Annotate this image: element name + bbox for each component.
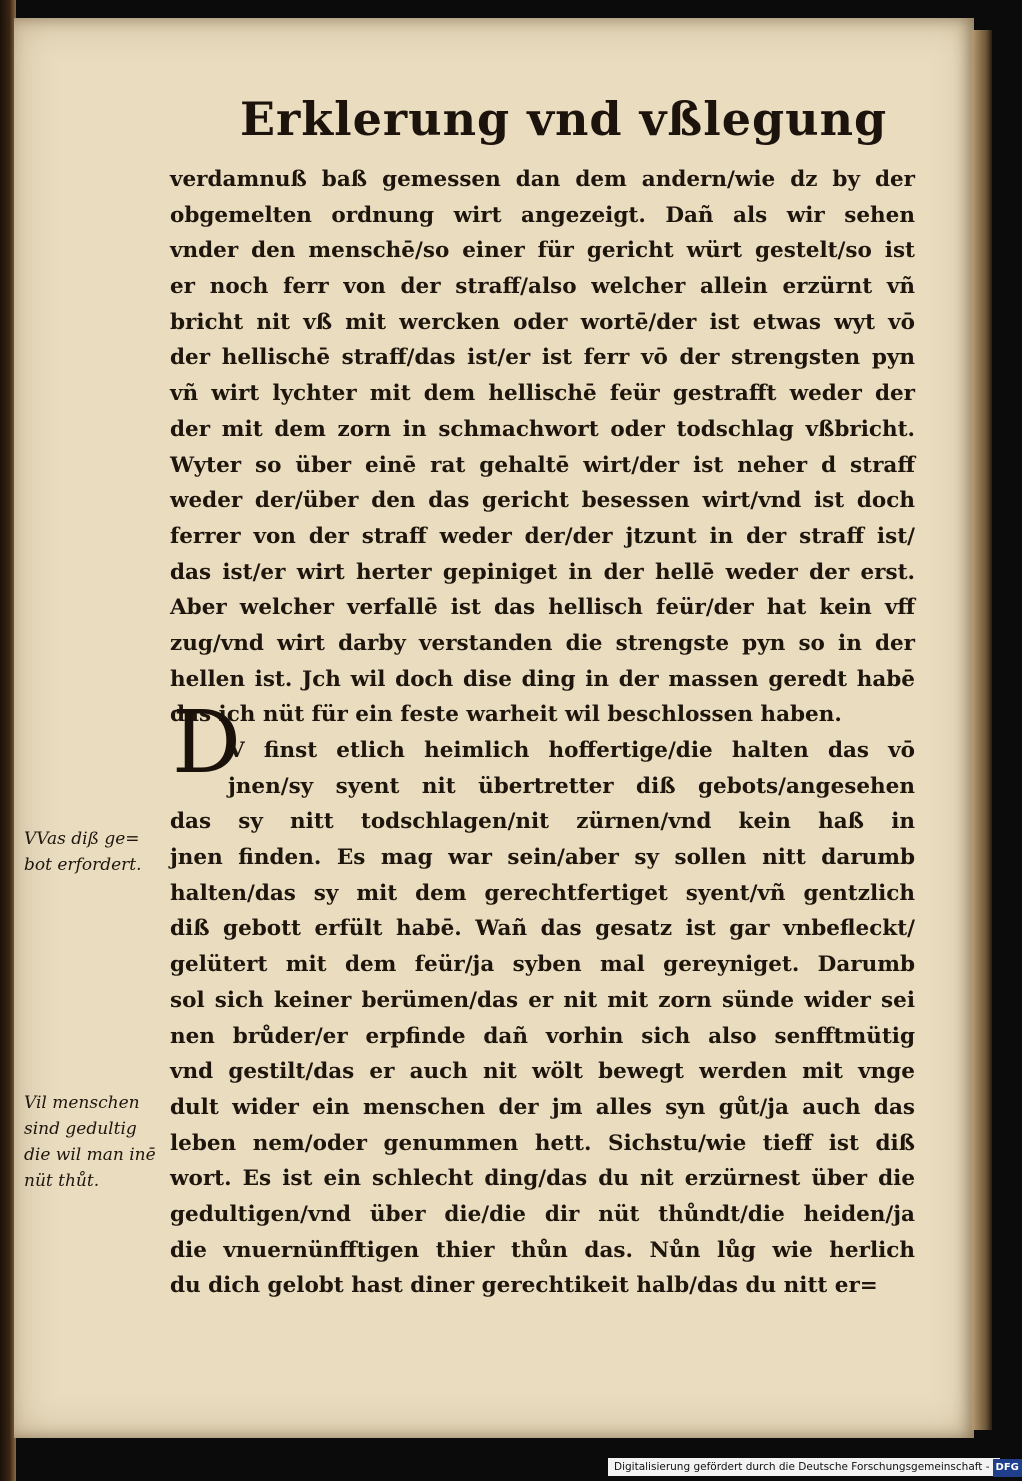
text-line: gedultigen/vnd über die/die dir nüt thůndt/die heiden/ja xyxy=(170,1201,915,1227)
text-line: die vnuernünfftigen thier thůn das. Nůn lůg wie herlich xyxy=(170,1237,915,1263)
text-line: der mit dem zorn in schmachwort oder todschlag vßbricht. xyxy=(170,416,915,442)
text-line: vñ wirt lychter mit dem hellischē feür gestrafft weder der xyxy=(170,381,915,407)
text-line: zug/vnd wirt darby verstanden die strengste pyn so in der xyxy=(170,630,915,656)
text-line: bricht nit vß mit wercken oder wortē/der ist etwas wyt vō xyxy=(170,309,915,335)
text-line: das sy nitt todschlagen/nit zürnen/vnd kein haß in xyxy=(170,809,915,835)
marginal-note-line: Vil menschen xyxy=(24,1093,140,1113)
text-line: diß gebott erfült habē. Wañ das gesatz ist gar vnbefleckt/ xyxy=(170,916,915,942)
funding-text: Digitalisierung gefördert durch die Deutsche Forschungsgemeinschaft - xyxy=(614,1461,990,1473)
text-line: wort. Es ist ein schlecht ding/das du nit erzürnest über die xyxy=(170,1166,915,1192)
text-line: halten/das sy mit dem gerechtfertiget syent/vñ gentzlich xyxy=(170,880,915,906)
text-line: weder der/über den das gericht besessen wirt/vnd ist doch xyxy=(170,488,915,514)
page-edge xyxy=(972,30,992,1430)
running-heading: Erklerung vnd vßlegung xyxy=(240,92,888,146)
text-line: hellen ist. Jch wil doch dise ding in der massen geredt habē xyxy=(170,666,915,692)
text-line: das ist/er wirt herter gepiniget in der hellē weder der erst. xyxy=(170,559,915,585)
dfg-logo: DFG xyxy=(993,1459,1022,1477)
marginal-note-line: sind gedultig xyxy=(24,1119,137,1139)
text-line: Wyter so über einē rat gehaltē wirt/der ist neher d straff xyxy=(170,452,915,478)
text-line: jnen finden. Es mag war sein/aber sy sollen nitt darumb xyxy=(170,845,915,871)
text-line: du dich gelobt hast diner gerechtikeit halb/das du nitt er= xyxy=(170,1273,878,1299)
text-line: leben nem/oder genummen hett. Sichstu/wie tieff ist diß xyxy=(170,1130,915,1156)
marginal-note xyxy=(24,1090,164,1194)
text-block xyxy=(170,162,915,1304)
text-line: der hellischē straff/das ist/er ist ferr vō der strengsten pyn xyxy=(170,345,915,371)
text-line: verdamnuß baß gemessen dan dem andern/wie dz by der xyxy=(170,167,915,192)
text-line: gelütert mit dem feür/ja syben mal gereyniget. Darumb xyxy=(170,952,915,978)
text-line: vnder den menschē/so einer für gericht würt gestelt/so ist xyxy=(170,238,915,264)
text-line: jnen/sy syent nit übertretter diß gebots/angesehen xyxy=(228,773,915,799)
marginal-note-line: bot erfordert. xyxy=(24,855,142,875)
text-line: vnd gestilt/das er auch nit wölt bewegt werden mit vnge xyxy=(170,1059,915,1085)
marginal-note-line: nüt thůt. xyxy=(24,1171,100,1191)
text-line: Aber welcher verfallē ist das hellisch feür/der hat kein vff xyxy=(170,595,915,621)
text-line: dult wider ein menschen der jm alles syn gůt/ja auch das xyxy=(170,1094,915,1120)
text-line: er noch ferr von der straff/also welcher allein erzürnt vñ xyxy=(170,274,915,300)
text-line: sol sich keiner berümen/das er nit mit zorn sünde wider sei xyxy=(170,987,915,1013)
text-line: nen brůder/er erpfinde dañ vorhin sich also senfftmütig xyxy=(170,1023,915,1049)
marginal-note xyxy=(24,826,164,878)
text-line: obgemelten ordnung wirt angezeigt. Dañ als wir sehen xyxy=(170,202,915,228)
text-line: V finst etlich heimlich hoffertige/die halten das vō xyxy=(228,738,915,763)
text-line: das ich nüt für ein feste warheit wil beschlossen haben. xyxy=(170,702,842,728)
marginal-note-line: die wil man inē xyxy=(24,1145,156,1165)
drop-initial: D xyxy=(172,693,241,793)
text-line: ferrer von der straff weder der/der jtzunt in der straff ist/ xyxy=(170,523,915,549)
marginal-note-line: VVas diß ge= xyxy=(24,829,140,849)
funding-footer xyxy=(608,1458,1019,1476)
